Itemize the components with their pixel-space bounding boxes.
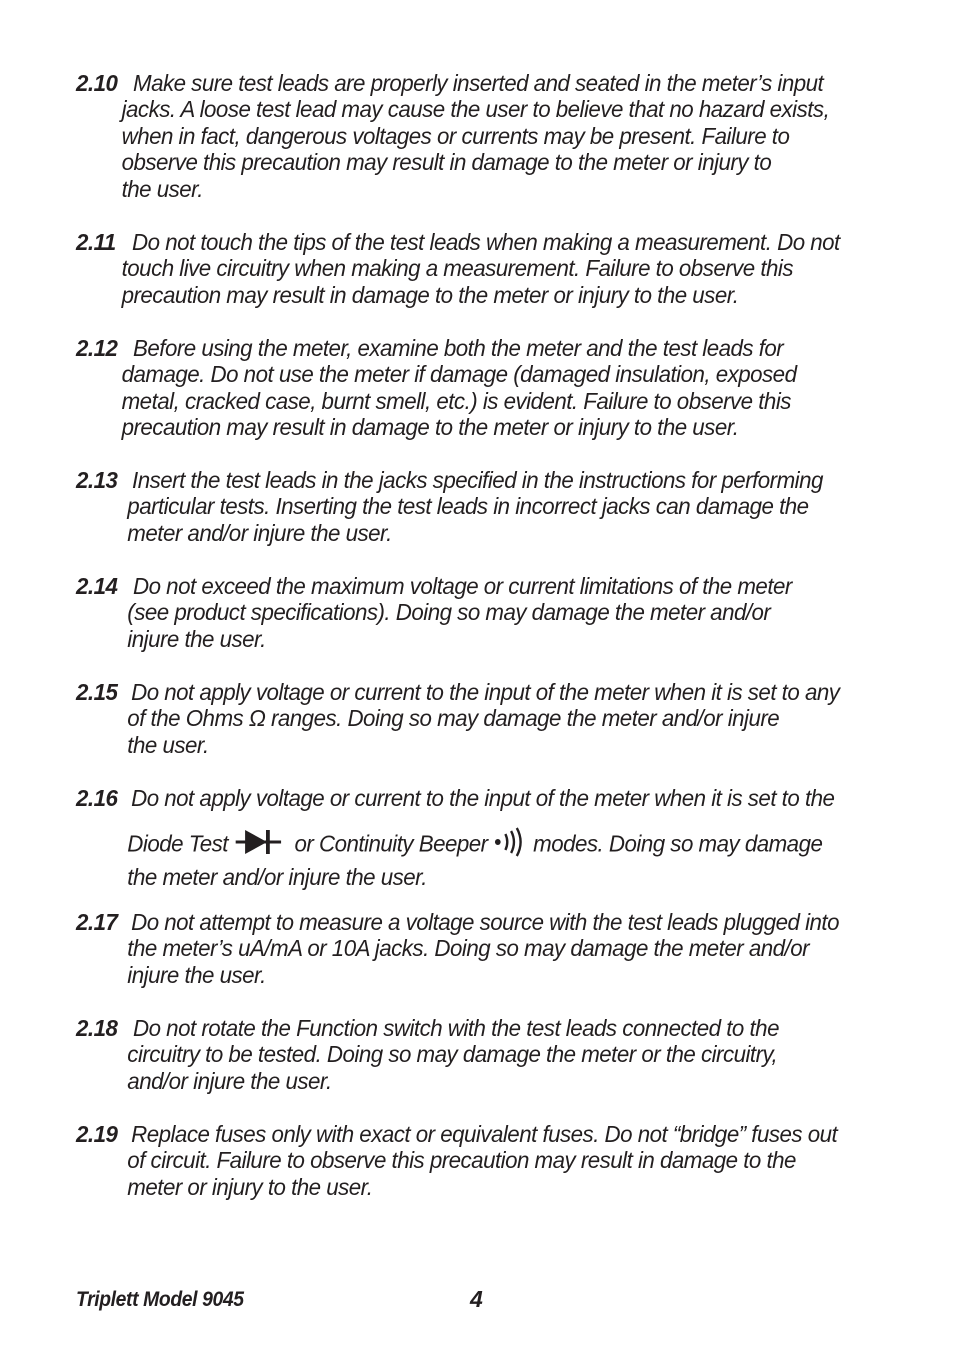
section-text: circuitry to be tested. Doing so may damage the meter or the circuitry, [127, 1041, 778, 1068]
section-text: the meter’s uA/mA or 10A jacks. Doing so may damage the meter and/or [127, 935, 809, 962]
section-number: 2.13 [76, 467, 118, 493]
section-text: Replace fuses only with exact or equivalent fuses. Do not “bridge” fuses out [131, 1121, 838, 1147]
section-text: Before using the meter, examine both the meter and the test leads for [133, 335, 784, 361]
section-number: 2.14 [76, 573, 118, 599]
section-2-12 [76, 335, 855, 441]
section-number: 2.15 [76, 679, 118, 705]
section-text-with-icons [127, 827, 855, 864]
footer-model-name: Triplett Model 9045 [76, 1288, 244, 1311]
section-number: 2.12 [76, 335, 118, 361]
section-number: 2.16 [76, 785, 118, 811]
section-text: touch live circuitry when making a measurement. Failure to observe this [121, 255, 794, 282]
section-2-10 [76, 70, 855, 202]
section-text: observe this precaution may result in damage to the meter or injury to [121, 149, 772, 176]
section-2-13 [76, 467, 855, 546]
section-text: and/or injure the user. [127, 1067, 332, 1094]
section-text: injure the user. [127, 625, 266, 652]
section-text: meter and/or injure the user. [127, 519, 392, 546]
section-text: the user. [127, 731, 209, 758]
section-number: 2.17 [76, 909, 118, 935]
section-text: Do not exceed the maximum voltage or current limitations of the meter [133, 573, 792, 599]
beeper-icon [493, 827, 525, 864]
diode-icon [236, 829, 282, 862]
section-number: 2.10 [76, 70, 118, 96]
section-text: jacks. A loose test lead may cause the user to believe that no hazard exists, [121, 96, 830, 123]
section-text: Do not attempt to measure a voltage source with the test leads plugged into [131, 909, 840, 935]
section-text: Do not touch the tips of the test leads when making a measurement. Do not [132, 229, 840, 255]
section-text: of the Ohms Ω ranges. Doing so may damage the meter and/or injure [127, 705, 780, 732]
section-text: precaution may result in damage to the meter or injury to the user. [121, 414, 739, 441]
page-number: 4 [470, 1286, 483, 1312]
section-text: modes. Doing so may damage [533, 830, 823, 857]
section-2-15 [76, 679, 855, 758]
section-text: when in fact, dangerous voltages or currents may be present. Failure to [121, 122, 790, 149]
section-2-14 [76, 573, 855, 652]
section-text: Insert the test leads in the jacks specified in the instructions for performing [132, 467, 823, 493]
section-text: (see product specifications). Doing so may damage the meter and/or [127, 599, 771, 626]
section-2-19 [76, 1121, 855, 1200]
section-2-17 [76, 909, 855, 988]
section-text: the user. [121, 175, 203, 202]
section-text: the meter and/or injure the user. [127, 864, 427, 890]
section-text: metal, cracked case, burnt smell, etc.) is evident. Failure to observe this [121, 387, 791, 414]
section-2-11 [76, 229, 855, 308]
section-number: 2.19 [76, 1121, 118, 1147]
section-2-18 [76, 1015, 855, 1094]
section-text: Do not apply voltage or current to the input of the meter when it is set to the [131, 785, 835, 811]
section-text: meter or injury to the user. [127, 1173, 373, 1200]
section-2-16 [76, 785, 855, 890]
section-text: of circuit. Failure to observe this precaution may result in damage to the [127, 1147, 796, 1174]
section-number: 2.18 [76, 1015, 118, 1041]
section-text: Do not apply voltage or current to the input of the meter when it is set to any [131, 679, 840, 705]
section-number: 2.11 [76, 229, 116, 255]
section-text: Do not rotate the Function switch with the test leads connected to the [133, 1015, 779, 1041]
section-text: Diode Test [127, 830, 228, 857]
section-text: particular tests. Inserting the test leads in incorrect jacks can damage the [127, 493, 809, 520]
section-text: damage. Do not use the meter if damage (damaged insulation, exposed [121, 361, 797, 388]
section-text: injure the user. [127, 961, 266, 988]
section-text: Make sure test leads are properly inserted and seated in the meter’s input [133, 70, 824, 96]
section-text: precaution may result in damage to the meter or injury to the user. [121, 281, 739, 308]
section-text: or Continuity Beeper [294, 830, 488, 857]
